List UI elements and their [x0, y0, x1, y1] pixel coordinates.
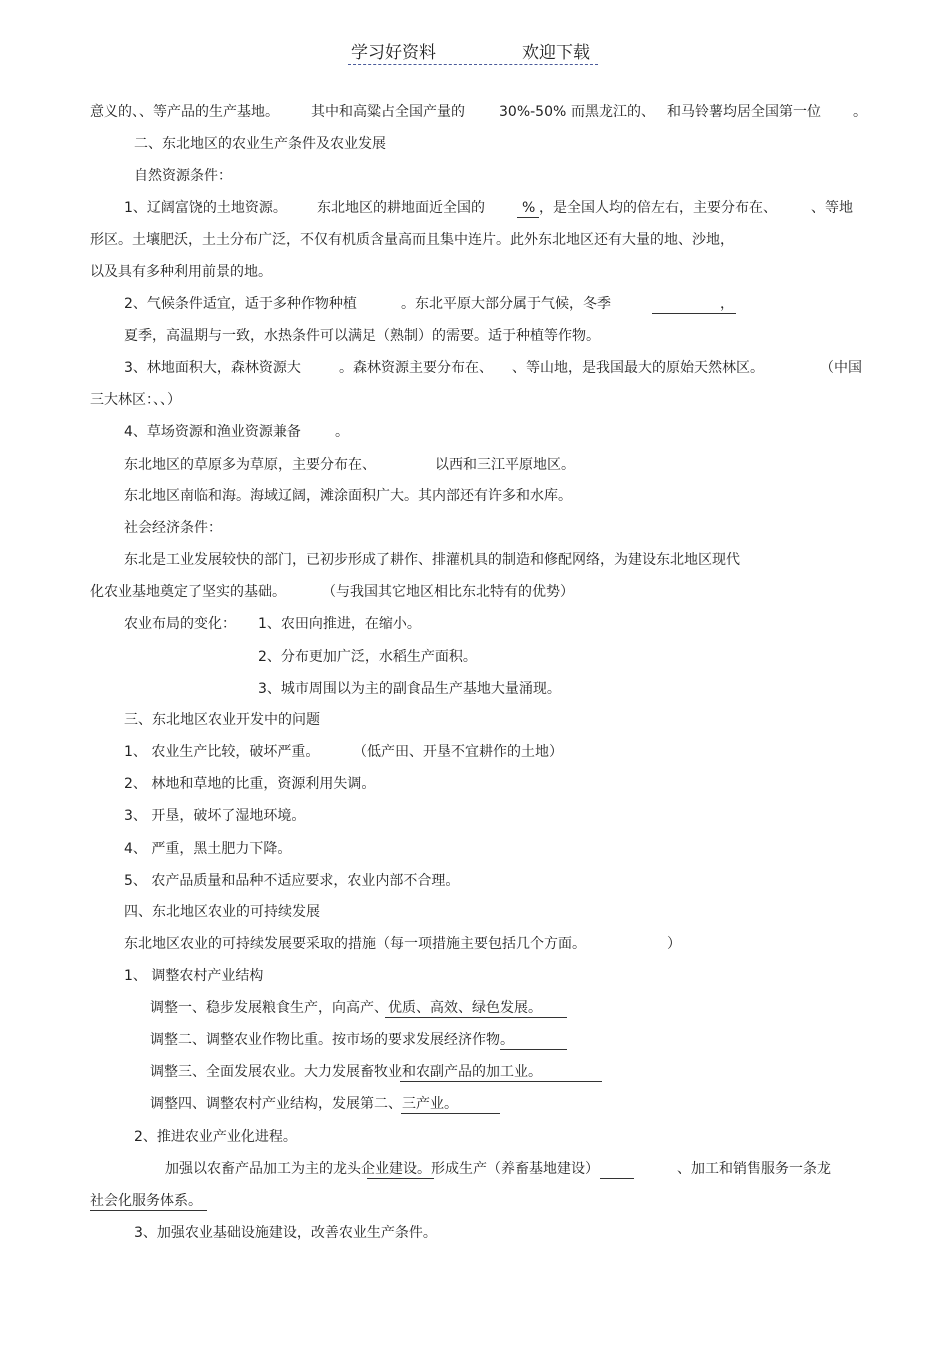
text-line: 农业布局的变化： [124, 616, 236, 632]
text-line: 以西和三江平原地区。 [435, 457, 575, 473]
underline [500, 1049, 567, 1050]
text-line: 2、气候条件适宜，适于多种作物种植 [124, 296, 357, 312]
text-line: 。森林资源主要分布在、 [339, 360, 493, 376]
text-line: 调整四、调整农村产业结构，发展第二、三产业。 [150, 1096, 458, 1112]
text-line: 3、 开垦，破坏了湿地环境。 [124, 808, 306, 824]
text-line: 、加工和销售服务一条龙 [677, 1161, 831, 1177]
text-line: % [522, 200, 536, 216]
text-line: 。 [853, 104, 867, 120]
text-line: 形区。土壤肥沃，土土分布广泛，不仅有机质含量高而且集中连片。此外东北地区还有大量的地、沙地， [90, 232, 734, 248]
text-line: 意义的、、等产品的生产基地。 [90, 104, 279, 120]
text-line: 1、 农业生产比较，破坏严重。 [124, 744, 320, 760]
text-line: 三大林区：、、） [90, 392, 181, 408]
text-line: 2、 林地和草地的比重，资源利用失调。 [124, 776, 376, 792]
blank-underline [652, 313, 736, 314]
underline [400, 1081, 602, 1082]
text-line: 4、草场资源和渔业资源兼备 [124, 424, 301, 440]
text-line: 5、 农产品质量和品种不适应要求，农业内部不合理。 [124, 873, 460, 889]
text-line: （中国 [820, 360, 862, 376]
text-line: 。 [335, 424, 349, 440]
blank-underline [517, 217, 539, 218]
text-line: ） [667, 936, 681, 952]
text-line: 调整二、调整农业作物比重。按市场的要求发展经济作物。 [150, 1032, 514, 1048]
text-line: 调整三、全面发展农业。大力发展畜牧业和农副产品的加工业。 [150, 1064, 542, 1080]
text-line: （与我国其它地区相比东北特有的优势） [322, 584, 574, 600]
text-line: 3、城市周围以为主的副食品生产基地大量涌现。 [258, 681, 561, 697]
subheading: 社会经济条件： [124, 520, 222, 536]
subheading: 自然资源条件： [134, 168, 232, 184]
text-line: 社会化服务体系。 [90, 1193, 202, 1209]
header-left-text: 学习好资料 [351, 43, 436, 63]
text-line: 2、分布更加广泛，水稻生产面积。 [258, 649, 477, 665]
text-line: 夏季，高温期与一致，水热条件可以满足（熟制）的需要。适于种植等作物。 [124, 328, 600, 344]
header-divider [348, 64, 598, 65]
text-line: 1、农田向推进，在缩小。 [258, 616, 421, 632]
text-line: 3、林地面积大，森林资源大 [124, 360, 301, 376]
section-heading: 三、东北地区农业开发中的问题 [124, 712, 320, 728]
text-line: 和马铃薯均居全国第一位 [667, 104, 821, 120]
text-line: 东北地区南临和海。海域辽阔，滩涂面积广大。其内部还有许多和水库。 [124, 488, 572, 504]
text-line: 、等山地，是我国最大的原始天然林区。 [512, 360, 764, 376]
underline [385, 1017, 567, 1018]
text-line: 加强以农畜产品加工为主的龙头企业建设。形成生产（养畜基地建设） [165, 1161, 599, 1177]
text-line: 1、辽阔富饶的土地资源。 [124, 200, 287, 216]
text-line: 。东北平原大部分属于气候，冬季 [401, 296, 611, 312]
text-line: （低产田、开垦不宜耕作的土地） [353, 744, 563, 760]
text-line: 4、 严重，黑土肥力下降。 [124, 841, 292, 857]
section-heading: 四、东北地区农业的可持续发展 [124, 904, 320, 920]
text-line: 调整一、稳步发展粮食生产，向高产、优质、高效、绿色发展。 [150, 1000, 542, 1016]
underline [90, 1210, 207, 1211]
text-line: 其中和高粱占全国产量的 [311, 104, 465, 120]
text-line: ，是全国人均的倍左右，主要分布在、 [539, 200, 777, 216]
text-line: 1、 调整农村产业结构 [124, 968, 264, 984]
text-line: 化农业基地奠定了坚实的基础。 [90, 584, 286, 600]
underline [600, 1178, 634, 1179]
text-line: 、等地 [811, 200, 853, 216]
text-line: 东北地区农业的可持续发展要采取的措施（每一项措施主要包括几个方面。 [124, 936, 586, 952]
text-line: 东北地区的耕地面近全国的 [317, 200, 485, 216]
text-line: 东北地区的草原多为草原，主要分布在、 [124, 457, 376, 473]
text-line: 以及具有多种利用前景的地。 [90, 264, 272, 280]
header-right-text: 欢迎下载 [522, 43, 590, 63]
text-line: 30%-50% [499, 104, 567, 120]
underline [401, 1113, 500, 1114]
text-line: 3、加强农业基础设施建设，改善农业生产条件。 [134, 1225, 437, 1241]
text-line: 2、推进农业产业化进程。 [134, 1129, 297, 1145]
text-line: 东北是工业发展较快的部门，已初步形成了耕作、排灌机具的制造和修配网络，为建设东北地区现代 [124, 552, 740, 568]
section-heading: 二、东北地区的农业生产条件及农业发展 [134, 136, 386, 152]
text-line: ， [720, 296, 734, 312]
text-line: 而黑龙江的、 [571, 104, 655, 120]
underline [367, 1178, 434, 1179]
